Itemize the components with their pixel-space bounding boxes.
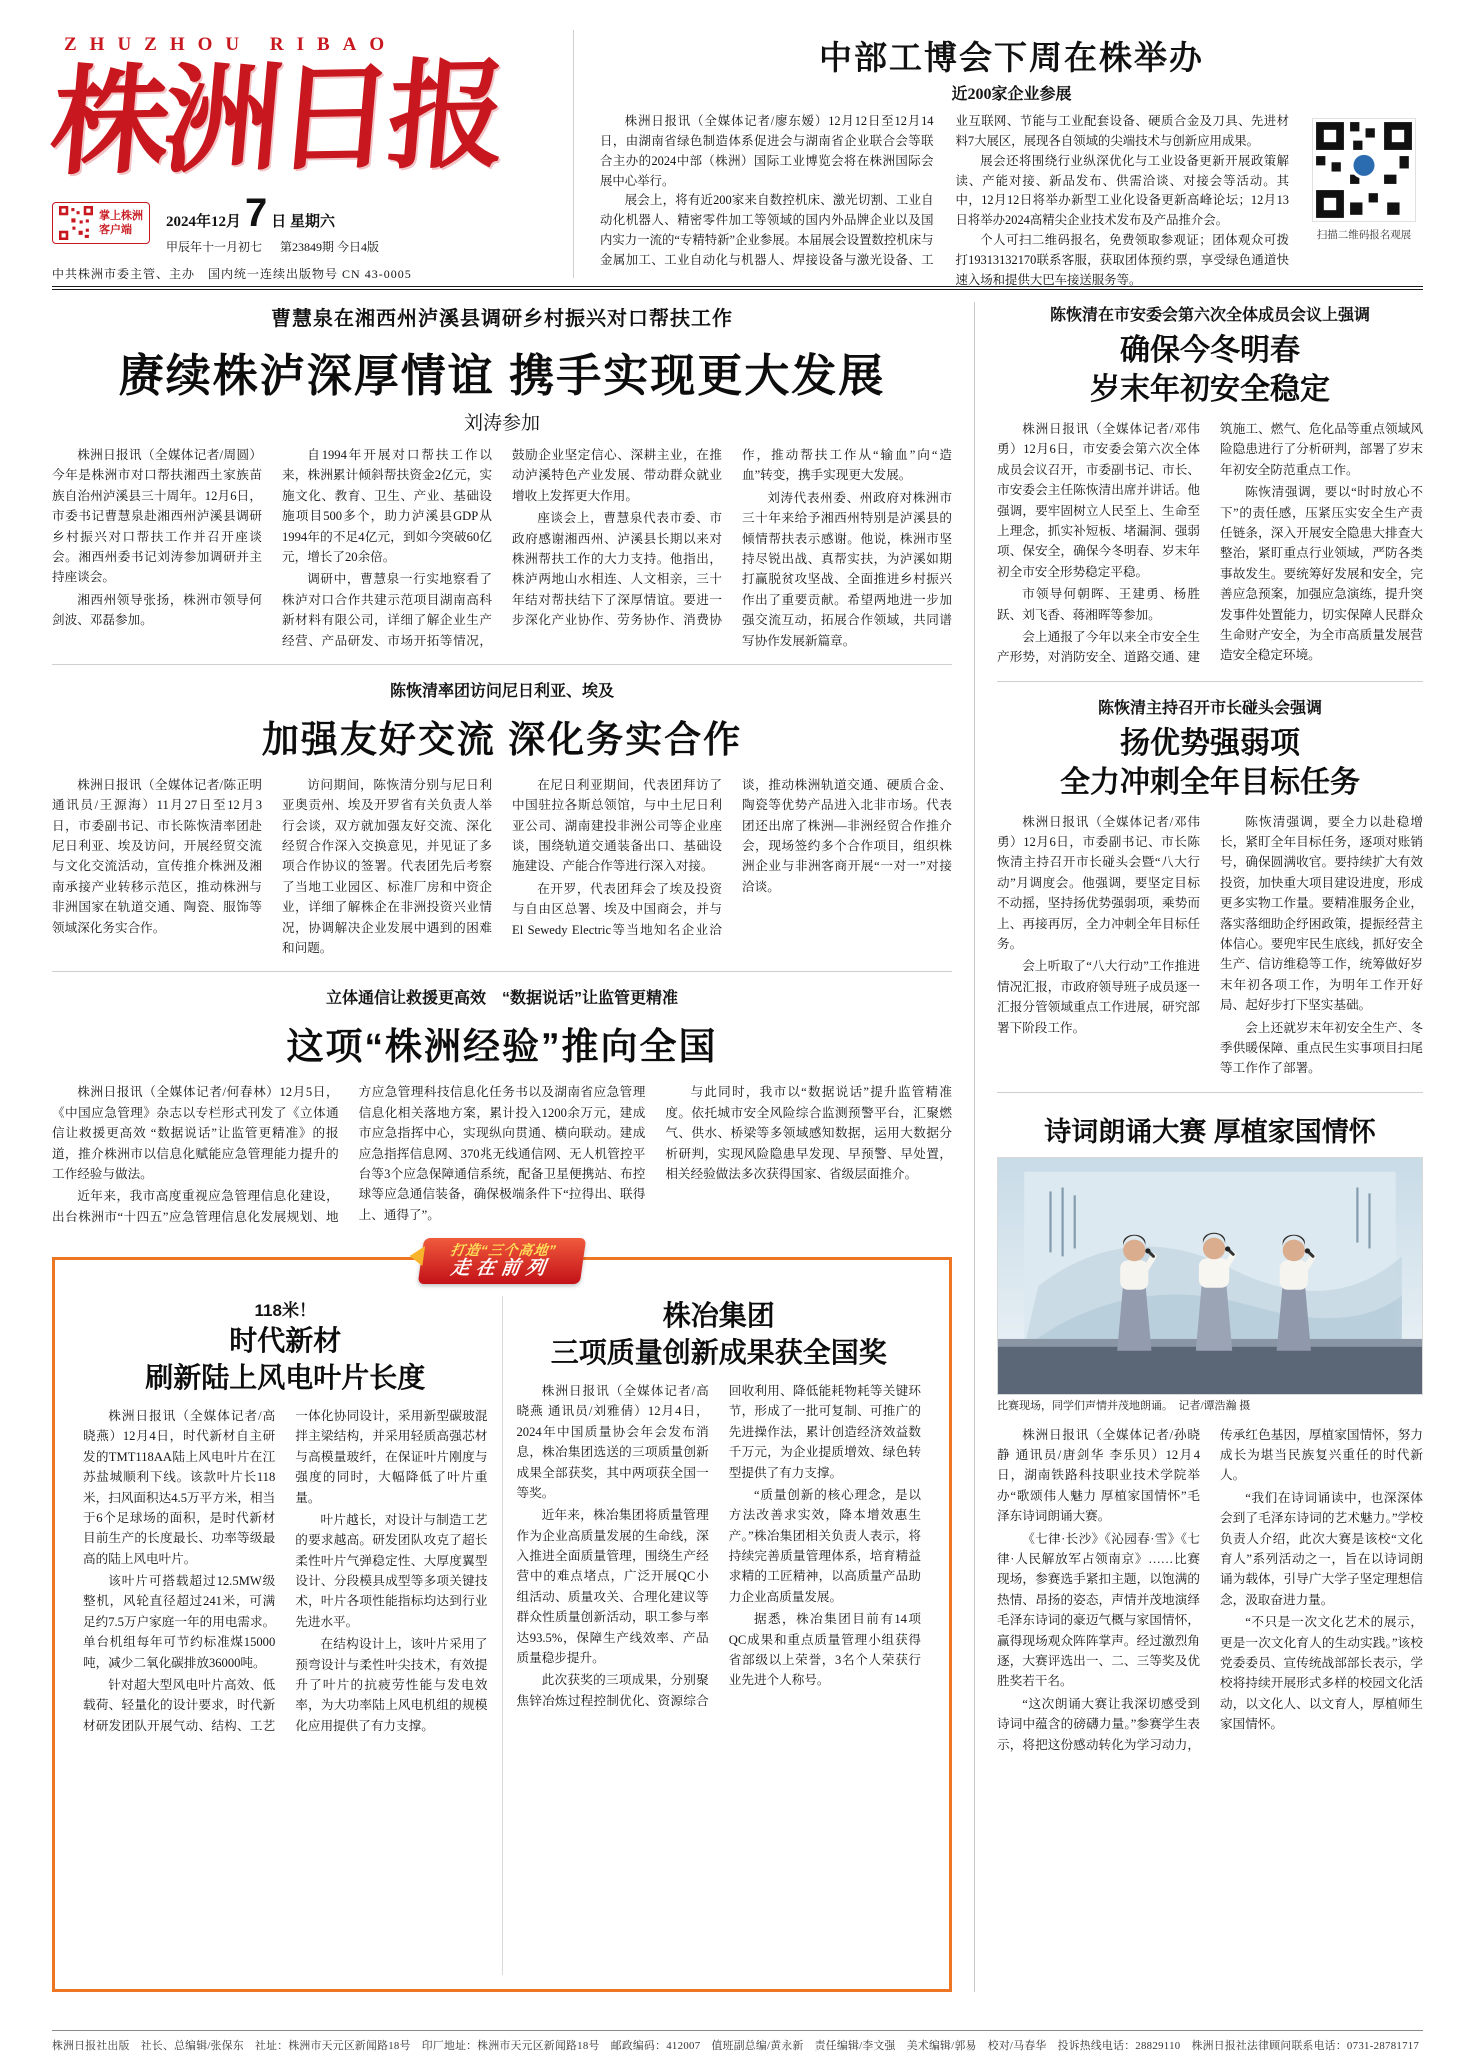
paragraph: 近年来，株冶集团将质量管理作为企业高质量发展的生命线，深入推进全面质量管理，围绕生产经营中的难点堵点，广泛开展QC小组活动、质量攻关、合理化建议等群众性质量创新活动，职工参与率达93.5%，保障生产线效率、产品质量稳步提升。 bbox=[516, 1508, 709, 1666]
paragraph: 株洲日报讯（全媒体记者/高晓燕 通讯员/刘雅倩）12月4日，2024年中国质量协会年会发布消息，株冶集团选送的三项质量创新成果全部获奖，其中两项获全国一等奖。 bbox=[516, 1383, 709, 1500]
paragraph: 株洲日报讯（全媒体记者/周圆）今年是株洲市对口帮扶湘西土家族苗族自治州泸溪县三十周年。12月6日，市委书记曹慧泉赴湘西州泸溪县调研乡村振兴对口帮扶工作并召开座谈会。湘西州委书记刘涛参加调研并主持座谈会。 bbox=[52, 448, 262, 585]
masthead bbox=[45, 30, 1423, 287]
paragraph: 陈恢清强调，要以“时时放心不下”的责任感，压紧压实安全生产责任链条，深入开展安全隐患大排查大整治，紧盯重点行业领域，严防各类事故发生。要统筹好发展和安全，完善应急预案，加强应急演练，提升突发事件处置能力，切实保障人民群众生命财产安全，为全市高质量发展营造安全稳定环境。 bbox=[1220, 485, 1423, 663]
qr-caption: 扫描二维码报名观展 bbox=[1316, 230, 1412, 241]
feature-box bbox=[52, 1242, 952, 1992]
paragraph: 自1994年开展对口帮扶工作以来，株洲累计倾斜帮扶资金2亿元，实施文化、教育、卫生、产业、基础设施项目500多个，助力泸溪县GDP从1994年的不足4亿元，到如今突破60亿元，增长了20余倍。 bbox=[282, 448, 492, 564]
article-kicker: 陈恢清在市安委会第六次全体成员会议上强调 bbox=[1049, 307, 1370, 324]
paragraph: 访问期间，陈恢清分别与尼日利亚奥贡州、埃及开罗省有关负责人举行会谈，双方就加强友好交流、深化经贸合作深入交换意见，并见证了多项合作协议的签署。代表团先后考察了当地工业园区、标准厂房和中资企业，详细了解株企在非洲投资兴业情况，协调解决企业发展中遇到的困难和问题。 bbox=[282, 777, 492, 956]
paragraph: 个人可扫二维码报名，免费领取参观证；团体观众可拨打19313132170联系客服，获取团体预约票，享受绿色通道快速入场和提供大巴车接送服务等。 bbox=[955, 233, 1289, 287]
stage-photo-illustration bbox=[997, 1157, 1423, 1395]
article-kicker: 陈恢清率团访问尼日利亚、埃及 bbox=[389, 682, 614, 700]
page-footer bbox=[52, 2030, 1423, 2054]
article-kicker: 立体通信让救援更高效 “数据说话”让监管更精准 bbox=[325, 990, 678, 1008]
paragraph: 会上通报了今年以来全市安全生产形势，对消防安全、道路交通、建筑施工、燃气、危化品等重点领域风险隐患进行了分析研判，部署了岁末年初安全防范重点工作。 bbox=[997, 422, 1423, 665]
paragraph: 株洲日报讯（全媒体记者/陈正明 通讯员/王源海）11月27日至12月3日，市委副书记、市长陈恢清率团赴尼日利亚、埃及访问，开展经贸交流与文化交流活动，宣传推介株洲及湘南承接产业转移示范区，推动株洲与非洲国家在轨道交通、陶瓷、服饰等领域深化务实合作。 bbox=[52, 777, 262, 935]
newspaper-logo: 株洲日报 bbox=[45, 50, 507, 190]
paragraph: 展会还将围绕行业纵深优化与工业设备更新开展政策解读、产能对接、新品发布、供需洽谈、对接会等活动。其中，12月12日将举办新型工业化设备更新高峰论坛；12月13日将举办2024高精尖企业技术发布及产品推介会。 bbox=[955, 153, 1289, 228]
article-divider bbox=[52, 664, 952, 665]
article-safety bbox=[997, 302, 1423, 668]
article-main bbox=[52, 302, 952, 651]
slogan-badge bbox=[418, 1238, 586, 1284]
article-divider bbox=[997, 681, 1423, 682]
article-body bbox=[52, 445, 952, 651]
article-nigeria bbox=[52, 678, 952, 959]
article-byline: 刘涛参加 bbox=[463, 413, 540, 434]
article-body bbox=[517, 1381, 922, 1711]
article-lead-figure: 118米！ bbox=[254, 1301, 316, 1321]
paragraph: 调研中，曹慧泉一行实地察看了株泸对口合作共建示范项目湖南高科新材料有限公司，详细了解企业生产经营、产品研发、市场开拓等情况，鼓励企业坚定信心、深耕主业，在推动泸溪特色产业发展、带动群众就业增收上发挥更大作用。 bbox=[282, 448, 722, 648]
main-content bbox=[52, 302, 1423, 1992]
article-kicker: 曹慧泉在湘西州泸溪县调研乡村振兴对口帮扶工作 bbox=[271, 308, 733, 330]
article-zhuye bbox=[502, 1296, 936, 1975]
article-kicker: 陈恢清主持召开市长碰头会强调 bbox=[1097, 699, 1322, 717]
article-headline: 加强友好交流 深化务实合作 bbox=[261, 718, 743, 760]
top-news-qr bbox=[1305, 112, 1423, 291]
paragraph: 株洲日报讯（全媒体记者/邓伟勇）12月6日，市安委会第六次全体成员会议召开，市委副书记、市长、市安委会主任陈恢清出席并讲话。他强调，要牢固树立人民至上、生命至上理念，抓实补短板、堵漏洞、强弱项、保安全，确保今冬明春、岁末年初全市安全形势稳定平稳。 bbox=[997, 422, 1200, 579]
date-sub bbox=[166, 238, 379, 255]
paragraph: 座谈会上，曹慧泉代表市委、市政府感谢湘西州、泸溪县长期以来对株洲帮扶工作的大力支持。他指出，株泸两地山水相连、人文相亲，三十年结对帮扶结下了深厚情谊。要进一步深化产业协作、劳务协作、消费协作，推动帮扶工作从“输血”向“造血”转变，携手实现更大发展。 bbox=[512, 448, 952, 628]
masthead-info bbox=[52, 191, 557, 255]
article-headline: 时代新材 刷新陆上风电叶片长度 bbox=[145, 1325, 426, 1393]
top-news-article bbox=[573, 30, 1423, 287]
paragraph: 据悉，株冶集团目前有14项QC成果和重点质量管理小组获得省部级以上荣誉，3名个人荣获行业先进个人称号。 bbox=[728, 1612, 921, 1688]
footer-text: 株洲日报社出版 社长、总编辑/张保东 社址：株洲市天元区新闻路18号 印厂地址：株洲市天元区新闻路18号 邮政编码：412007 值班副总编/黄永新 责任编辑/李文强 美术编辑/郭易 校对/马春华 投诉热线电话：28829110 株洲日报社法律顾问联系电话：0731-28781717 bbox=[52, 2039, 1420, 2052]
top-news-title: 中部工博会下周在株举办 bbox=[819, 39, 1204, 76]
paragraph: 针对超大型风电叶片高效、低载荷、轻量化的设计要求，时代新材研发团队开展气动、结构、工艺一体化协同设计，采用新型碳玻混拌主梁结构，并采用轻质高强芯材与高模量玻纤，在保证叶片刚度与强度的同时，大幅降低了叶片重量。 bbox=[83, 1408, 488, 1733]
article-headline: 这项“株洲经验”推向全国 bbox=[286, 1026, 718, 1068]
paragraph: 株洲日报讯（全媒体记者/廖东嫒）12月12日至12月14日，由湖南省绿色制造体系促进会与湖南省企业联合会等联合主办的2024中部（株洲）国际工业博览会将在株洲国际会展中心举行。 bbox=[600, 114, 934, 188]
paragraph: 株洲日报讯（全媒体记者/高晓燕）12月4日，时代新材自主研发的TMT118AA陆上风电叶片在江苏盐城顺利下线。该款叶片长118米，扫风面积达4.5万平方米，相当于6个足球场的面积，是时代新材目前生产的长度最长、功率等级最高的陆上风电叶片。 bbox=[83, 1408, 276, 1566]
article-body bbox=[83, 1406, 488, 1737]
paragraph: 株洲日报讯（全媒体记者/孙晓静 通讯员/唐剑华 李乐贝）12月4日，湖南铁路科技职业技术学院举办“歌颂伟人魅力 厚植家国情怀”毛泽东诗词朗诵大赛。 bbox=[997, 1427, 1200, 1524]
article-body bbox=[997, 1425, 1423, 1755]
article-headline: 诗词朗诵大赛 厚植家国情怀 bbox=[1044, 1116, 1376, 1147]
paragraph: 刘涛代表州委、州政府对株洲市三十年来给予湘西州特别是泸溪县的倾情帮扶表示感谢。他说，株洲市坚持尽锐出战、真帮实扶，为泸溪如期打赢脱贫攻坚战、全面推进乡村振兴作出了重要贡献。希望两地进一步加强交流互动，拓展合作领域，共同谱写协作发展新篇章。 bbox=[742, 490, 952, 648]
lunar-date: 甲辰年十一月初七 bbox=[166, 240, 263, 255]
article-headline: 确保今冬明春 岁末年初安全稳定 bbox=[1090, 334, 1330, 406]
poetry-photo bbox=[997, 1157, 1423, 1395]
article-body bbox=[52, 775, 952, 959]
masthead-left bbox=[45, 30, 557, 282]
article-divider bbox=[997, 1092, 1423, 1093]
article-body bbox=[997, 812, 1423, 1079]
photo-caption: 比赛现场，同学们声情并茂地朗诵。 记者/谭浩瀚 摄 bbox=[997, 1399, 1251, 1412]
app-badge bbox=[52, 202, 150, 244]
app-badge-label: 掌上株洲 客户端 bbox=[99, 210, 143, 237]
article-headline: 株冶集团 三项质量创新成果获全国奖 bbox=[550, 1300, 887, 1368]
article-divider bbox=[52, 971, 952, 972]
paragraph: “质量创新的核心理念，是以方法改善求实效，降本增效惠生产。”株冶集团相关负责人表示，将持续完善质量管理体系，培育精益求精的工匠精神，以高质量产品助力企业高质量发展。 bbox=[728, 1487, 921, 1604]
article-body bbox=[52, 1082, 952, 1227]
qr-code-icon bbox=[1312, 118, 1416, 222]
paragraph: 在开罗，代表团拜会了埃及投资与自由区总署、埃及中国商会，并与El Sewedy Electric等当地知名企业洽谈，推动株洲轨道交通、硬质合金、陶瓷等优势产品进入北非市场。代表团还出席了株洲—非洲经贸合作推介会，现场签约多个合作项目，组织株洲企业与非洲客商开展“一对一”对接洽谈。 bbox=[512, 777, 952, 937]
article-goals bbox=[997, 695, 1423, 1079]
publication-date: 2024年12月 7 日 星期六 bbox=[166, 191, 336, 236]
top-news-body bbox=[600, 112, 1289, 291]
paragraph: 此次获奖的三项成果，分别聚焦锌冶炼过程控制优化、资源综合回收利用、降低能耗物耗等关键环节，形成了一批可复制、可推广的先进操作法，累计创造经济效益数千万元，为企业提质增效、绿色转型提供了有力支撑。 bbox=[516, 1383, 921, 1708]
issue-number: 第23849期 今日4版 bbox=[280, 240, 380, 255]
paragraph: 会上还就岁末年初安全生产、冬季供暖保障、重点民生实事项目扫尾等工作作了部署。 bbox=[1220, 1020, 1423, 1076]
paragraph: “我们在诗词诵读中，也深深体会到了毛泽东诗词的艺术魅力。”学校负责人介绍，此次大赛是该校“文化育人”系列活动之一，旨在以诗词朗诵为载体，引导广大学子坚定理想信念，汲取奋进力量。 bbox=[1220, 1490, 1423, 1607]
paragraph: 在结构设计上，该叶片采用了预弯设计与柔性叶尖技术，有效提升了叶片的抗疲劳性能与发电效率，为大功率陆上风电机组的规模化应用提供了有力支撑。 bbox=[295, 1637, 488, 1733]
article-blade bbox=[69, 1296, 502, 1975]
paragraph: 《七律·长沙》《沁园春·雪》《七律·人民解放军占领南京》……比赛现场，参赛选手紧扣主题，以饱满的热情、昂扬的姿态，声情并茂地演绎毛泽东诗词的豪迈气概与家国情怀，赢得现场观众阵阵掌声。经过激烈角逐，大赛评选出一、二、三等奖及优胜奖若干名。 bbox=[997, 1531, 1200, 1689]
left-column bbox=[52, 302, 974, 1992]
paragraph: 该叶片可搭载超过12.5MW级整机，风轮直径超过241米，可满足约7.5万户家庭一年的用电需求。单台机组每年可节约标准煤15000吨，减少二氧化碳排放36000吨。 bbox=[83, 1574, 276, 1670]
paragraph: 叶片越长，对设计与制造工艺的要求越高。研发团队攻克了超长柔性叶片气弹稳定性、大厚度翼型设计、分段模具成型等多项关键技术，叶片各项性能指标均达到行业先进水平。 bbox=[295, 1512, 488, 1629]
top-news-subtitle: 近200家企业参展 bbox=[951, 86, 1072, 103]
paragraph: 市领导何朝晖、王建勇、杨胜跃、刘飞香、蒋湘晖等参加。 bbox=[997, 587, 1200, 622]
paragraph: 近年来，我市高度重视应急管理信息化建设，出台株洲市“十四五”应急管理信息化发展规划、地方应急管理科技信息化任务书以及湖南省应急管理信息化相关落地方案，累计投入1200余万元，建成市应急指挥中心，实现纵向贯通、横向联动。建成应急指挥信息网、370兆无线通信网、无人机管控平台等3个应急保障通信系统，配备卫星便携站、布控球等应急通信装备，确保极端条件下“拉得出、联得上、通得了”。 bbox=[52, 1085, 646, 1224]
paragraph: 株洲日报讯（全媒体记者/何春林）12月5日，《中国应急管理》杂志以专栏形式刊发了《立体通信让救援更高效 “数据说话”让监管更精准》的报道，推介株洲市以信息化赋能应急管理能力提升的工作经验与做法。 bbox=[52, 1085, 339, 1181]
slogan-line2: 走在前列 bbox=[449, 1258, 553, 1280]
paragraph: 与此同时，我市以“数据说话”提升监管精准度。依托城市安全风险综合监测预警平台，汇聚燃气、供水、桥梁等多领域感知数据，运用大数据分析研判，实现风险隐患早发现、早预警、早处置，相关经验做法多次获得国家、省级层面推介。 bbox=[665, 1085, 952, 1181]
paragraph: 展会上，将有近200家来自数控机床、激光切割、工业自动化机器人、精密零件加工等领域的国内外品牌企业以及国内实力一流的“专精特新”企业参展。本届展会设置数控机床与金属加工、工业自动化与机器人、焊接设备与激光设备、工业互联网、节能与工业配套设备、硬质合金及刀具、先进材料7大展区，展现各自领域的尖端技术与创新应用成果。 bbox=[600, 114, 1289, 267]
paragraph: “这次朗诵大赛让我深切感受到诗词中蕴含的磅礴力量。”参赛学生表示，将把这份感动转化为学习动力，传承红色基因，厚植家国情怀，努力成长为堪当民族复兴重任的时代新人。 bbox=[997, 1427, 1423, 1752]
paragraph: 陈恢清强调，要全力以赴稳增长，紧盯全年目标任务，逐项对账销号，确保圆满收官。要持续扩大有效投资，加快重大项目建设进度，形成更多实物工作量。要精准服务企业，落实落细助企纾困政策，提振经营主体信心。要兜牢民生底线，抓好安全生产、信访维稳等工作，统筹做好岁末年初各项工作，为明年工作开好局、起好步打下坚实基础。 bbox=[1220, 814, 1423, 1013]
publisher-line: 中共株洲市委主管、主办 国内统一连续出版物号 CN 43-0005 bbox=[52, 267, 412, 282]
article-headline: 扬优势强弱项 全力冲刺全年目标任务 bbox=[1060, 726, 1360, 799]
slogan-line1: 打造“三个高地” bbox=[449, 1242, 558, 1259]
paragraph: 株洲日报讯（全媒体记者/邓伟勇）12月6日，市委副书记、市长陈恢清主持召开市长碰头会暨“八大行动”月调度会。他强调，要坚定目标不动摇，坚持扬优势强弱项，乘势而上、再接再厉，全力冲刺全年目标任务。 bbox=[997, 814, 1200, 952]
paragraph: 在尼日利亚期间，代表团拜访了中国驻拉各斯总领馆，与中土尼日利亚公司、湖南建投非洲公司等企业座谈，围绕轨道交通装备出口、基础设施建设、产能合作等进行深入对接。 bbox=[512, 777, 722, 874]
latin-name: ZHUZHOU RIBAO bbox=[64, 34, 398, 55]
article-headline: 赓续株泸深厚情谊 携手实现更大发展 bbox=[118, 350, 886, 401]
app-qr-icon bbox=[59, 206, 93, 240]
date-block bbox=[166, 191, 379, 255]
article-body bbox=[997, 419, 1423, 668]
paragraph: “不只是一次文化艺术的展示，更是一次文化育人的生动实践。”该校党委委员、宣传统战部部长表示，学校将持续开展形式多样的校园文化活动，以文化人、以文育人，厚植师生家国情怀。 bbox=[1220, 1615, 1423, 1732]
article-experience bbox=[52, 985, 952, 1227]
paragraph: 会上听取了“八大行动”工作推进情况汇报，市政府领导班子成员逐一汇报分管领域重点工作进展，研究部署下阶段工作。 bbox=[997, 959, 1200, 1035]
paragraph: 湘西州领导张扬，株洲市领导何剑波、邓磊参加。 bbox=[52, 592, 262, 628]
right-column bbox=[974, 302, 1423, 1992]
article-poetry bbox=[997, 1106, 1423, 1992]
